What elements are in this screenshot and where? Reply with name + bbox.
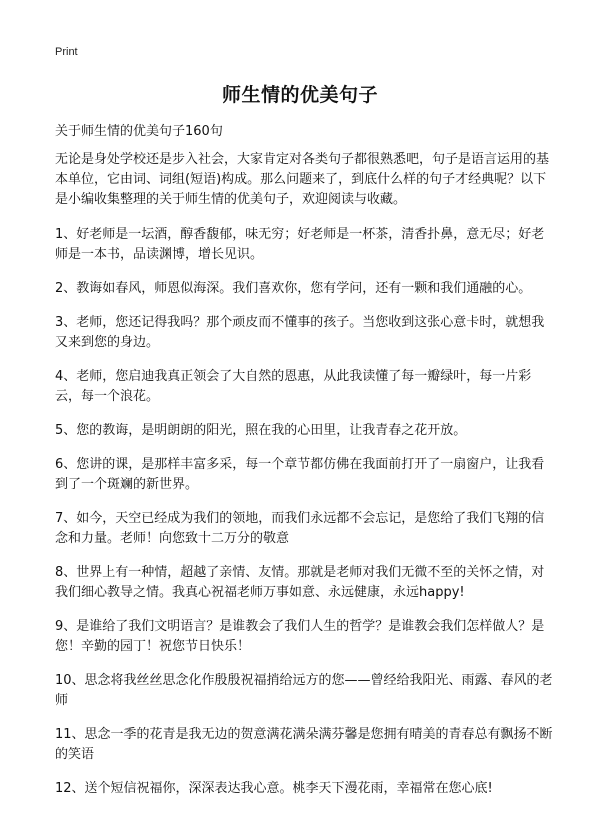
- list-item: 10、思念将我丝丝思念化作殷殷祝福捎给远方的您——曾经给我阳光、雨露、春风的老师: [55, 673, 553, 708]
- print-label: Print: [55, 46, 78, 58]
- page-title: 师生情的优美句子: [221, 84, 378, 106]
- list-item: 2、教诲如春风，师恩似海深。我们喜欢你，您有学问，还有一颗和我们通融的心。: [55, 281, 532, 296]
- intro-paragraph: 无论是身处学校还是步入社会，大家肯定对各类句子都很熟悉吧，句子是语言运用的基本单位，它由词、词组(短语)构成。那么问题来了，到底什么样的句子才经典呢？以下是小编收集整理的关于师生情的优美句子，欢迎阅读与收藏。: [55, 152, 550, 207]
- list-item: 12、送个短信祝福你，深深表达我心意。桃李天下漫花雨，幸福常在您心底!: [55, 781, 493, 796]
- list-item: 9、是谁给了我们文明语言？是谁教会了我们人生的哲学？是谁教会我们怎样做人？是您！辛勤的园丁！祝您节日快乐！: [55, 619, 545, 654]
- list-item: 4、老师，您启迪我真正领会了大自然的恩惠，从此我读懂了每一瓣绿叶，每一片彩云，每一个浪花。: [55, 369, 532, 404]
- list-item: 11、思念一季的花青是我无边的贺意满花满朵满芬馨是您拥有晴美的青春总有飘扬不断的笑语: [55, 727, 553, 762]
- page-subtitle: 关于师生情的优美句子160句: [55, 124, 223, 139]
- list-item: 3、老师，您还记得我吗？那个顽皮而不懂事的孩子。当您收到这张心意卡时，就想我又来到您的身边。: [55, 315, 545, 350]
- document-body: [55, 150, 555, 813]
- list-item: 7、如今，天空已经成为我们的领地，而我们永远都不会忘记，是您给了我们飞翔的信念和力量。老师！向您致十二万分的敬意: [55, 511, 545, 546]
- list-item: 8、世界上有一种情，超越了亲情、友情。那就是老师对我们无微不至的关怀之情，对我们细心教导之情。我真心祝福老师万事如意、永远健康，永远happy!: [55, 565, 545, 600]
- list-item: 5、您的教诲，是明朗朗的阳光，照在我的心田里，让我青春之花开放。: [55, 423, 467, 438]
- list-item: 1、好老师是一坛酒，醇香馥郁，味无穷；好老师是一杯茶，清香扑鼻，意无尽；好老师是一本书，品读渊博，增长见识。: [55, 227, 545, 262]
- list-item: 6、您讲的课，是那样丰富多采，每一个章节都仿佛在我面前打开了一扇窗户，让我看到了一个斑斓的新世界。: [55, 457, 545, 492]
